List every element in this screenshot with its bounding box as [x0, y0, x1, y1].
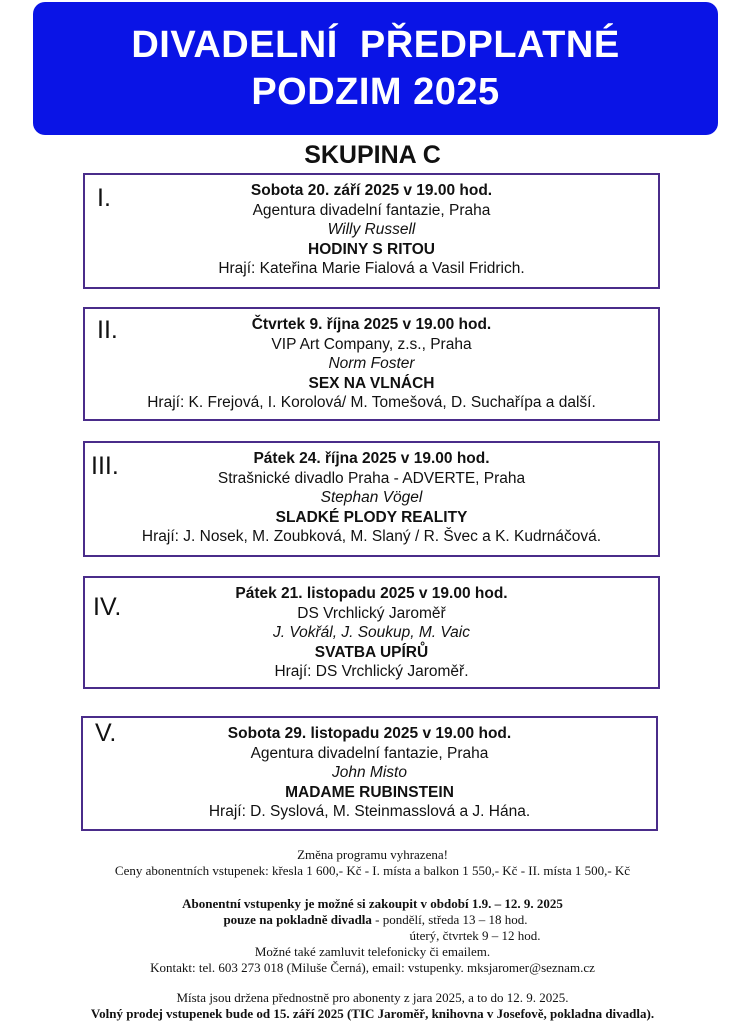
event-author: Norm Foster — [328, 355, 415, 372]
purchase-place — [0, 912, 745, 928]
event-company: Agentura divadelní fantazie, Praha — [250, 744, 489, 762]
event-cast: Hrají: D. Syslová, M. Steinmasslová a J. Hána. — [208, 803, 531, 820]
event-box — [81, 716, 658, 831]
change-notice: Změna programu vyhrazena! — [297, 847, 448, 862]
event-company: DS Vrchlický Jaroměř — [297, 604, 446, 622]
event-date: Sobota 20. září 2025 v 19.00 hod. — [250, 182, 493, 199]
event-box — [83, 441, 660, 557]
event-cast: Hrají: K. Frejová, I. Korolová/ M. Tomešová, D. Suchařípa a další. — [147, 394, 596, 411]
group-title: SKUPINA C — [304, 141, 441, 169]
event-company: Agentura divadelní fantazie, Praha — [252, 201, 491, 219]
purchase-hours-2: úterý, čtvrtek 9 – 12 hod. — [409, 928, 541, 943]
event-box — [83, 576, 660, 689]
event-play-title: MADAME RUBINSTEIN — [285, 783, 454, 801]
event-date: Čtvrtek 9. října 2025 v 19.00 hod. — [251, 316, 492, 333]
reserve-note: Možné také zamluvit telefonicky či emailem. — [254, 944, 491, 959]
event-author: J. Vokřál, J. Soukup, M. Vaic — [273, 624, 470, 641]
purchase-info — [0, 896, 745, 976]
purchase-place-hours: - pondělí, středa 13 – 18 hod. — [371, 912, 528, 927]
event-box — [83, 173, 660, 289]
purchase-period: Abonentní vstupenky je možné si zakoupit v období 1.9. – 12. 9. 2025 — [182, 896, 563, 911]
purchase-place-bold: pouze na pokladně divadla — [223, 912, 372, 927]
event-cast: Hrají: DS Vrchlický Jaroměř. — [274, 663, 469, 680]
event-date: Sobota 29. listopadu 2025 v 19.00 hod. — [227, 725, 512, 742]
event-author: Willy Russell — [327, 221, 416, 238]
event-number: V. — [95, 719, 117, 747]
banner-title-line-2: PODZIM 2025 — [251, 70, 500, 113]
footer-info — [0, 847, 745, 879]
event-cast: Hrají: J. Nosek, M. Zoubková, M. Slaný / R. Švec a K. Kudrnáčová. — [141, 528, 602, 545]
event-company: Strašnické divadlo Praha - ADVERTE, Praha — [217, 469, 526, 487]
event-play-title: SEX NA VLNÁCH — [308, 374, 435, 392]
event-number: III. — [91, 452, 119, 480]
event-company: VIP Art Company, z.s., Praha — [271, 335, 472, 353]
event-number: IV. — [93, 593, 122, 621]
free-sale-note: Volný prodej vstupenek bude od 15. září 2025 (TIC Jaroměř, knihovna v Josefově, pokladna divadla). — [90, 1006, 655, 1021]
event-cast: Hrají: Kateřina Marie Fialová a Vasil Fridrich. — [218, 260, 525, 277]
event-play-title: SLADKÉ PLODY REALITY — [275, 508, 468, 526]
event-date: Pátek 21. listopadu 2025 v 19.00 hod. — [235, 585, 508, 602]
event-box — [83, 307, 660, 421]
event-play-title: SVATBA UPÍRŮ — [314, 643, 429, 661]
event-play-title: HODINY S RITOU — [308, 240, 435, 258]
event-author: John Misto — [332, 764, 407, 781]
event-number: II. — [97, 316, 118, 344]
event-date: Pátek 24. října 2025 v 19.00 hod. — [253, 450, 490, 467]
sale-info — [0, 990, 745, 1022]
price-list: Ceny abonentních vstupenek: křesla 1 600,- Kč - I. místa a balkon 1 550,- Kč - II. místa 1 500,- Kč — [114, 863, 631, 878]
event-author: Stephan Vögel — [320, 489, 423, 506]
header-banner — [33, 2, 718, 135]
event-number: I. — [97, 184, 111, 212]
banner-title-line-1: DIVADELNÍ PŘEDPLATNÉ — [131, 23, 620, 66]
contact-line: Kontakt: tel. 603 273 018 (Miluše Černá), email: vstupenky. mksjaromer@seznam.cz — [150, 960, 595, 975]
seats-note: Místa jsou držena přednostně pro abonenty z jara 2025, a to do 12. 9. 2025. — [176, 990, 569, 1005]
